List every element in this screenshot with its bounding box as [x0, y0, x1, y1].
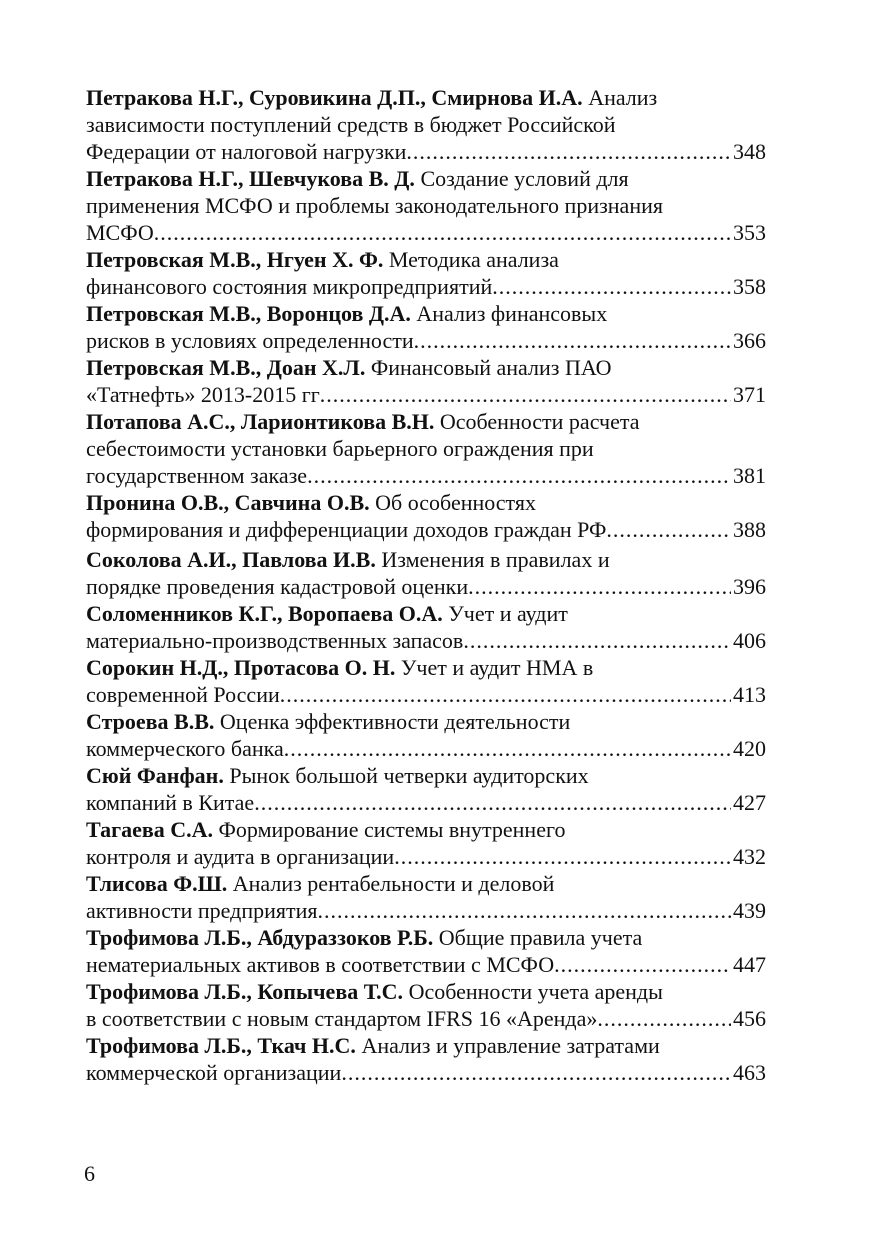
- toc-entry-title-part: Анализ рентабельности и деловой: [227, 871, 555, 896]
- toc-entry-title-part: Анализ финансовых: [410, 301, 608, 326]
- toc-entry: [86, 300, 766, 354]
- toc-entry: [86, 165, 766, 246]
- toc-entry-title-tail: финансового состояния микропредприятий: [86, 274, 493, 299]
- toc-entry-title-part: применения МСФО и проблемы законодательного признания: [86, 193, 663, 218]
- toc-entry-title-part: зависимости поступлений средств в бюджет Российской: [86, 112, 616, 137]
- toc-entry: [86, 246, 766, 300]
- toc-entry-authors: Петровская М.В., Нгуен Х. Ф.: [86, 247, 384, 272]
- toc-entry-title-tail: нематериальных активов в соответствии с МСФО: [86, 952, 555, 977]
- toc-entry: [86, 654, 766, 708]
- toc-entry-title-part: Анализ: [582, 85, 658, 110]
- toc-entry-authors: Сорокин Н.Д., Протасова О. Н.: [86, 655, 396, 680]
- toc-entry-last-line: [86, 681, 766, 708]
- dot-leader: [597, 1005, 731, 1032]
- toc-entry-line: [86, 870, 766, 897]
- toc-entry-title-tail: «Татнефть» 2013-2015 гг: [86, 382, 320, 407]
- dot-leader: [341, 1059, 731, 1086]
- toc-entry-page: 439: [733, 898, 766, 923]
- toc-entry-line: [86, 816, 766, 843]
- toc-entry-page: 463: [733, 1060, 766, 1085]
- toc-entry-page: 447: [733, 952, 766, 977]
- toc-entry-authors: Соломенников К.Г., Воропаева О.А.: [86, 601, 443, 626]
- toc-entry-authors: Трофимова Л.Б., Абдураззоков Р.Б.: [86, 925, 434, 950]
- toc-entry-title-part: Изменения в правилах и: [375, 547, 610, 572]
- toc-entry-title-tail: формирования и дифференциации доходов граждан РФ: [86, 517, 607, 542]
- dot-leader: [254, 789, 731, 816]
- toc-entry-page: 371: [733, 382, 766, 407]
- toc-entry-last-line: [86, 516, 766, 543]
- toc-entry-title-part: Формирование системы внутреннего: [213, 817, 566, 842]
- toc-entry-title-part: Анализ и управление затратами: [355, 1033, 660, 1058]
- toc-entry-line: [86, 489, 766, 516]
- toc-entry-line: [86, 84, 766, 111]
- toc-entry-title-part: Об особенностях: [369, 490, 537, 515]
- toc-entry-authors: Петровская М.В., Воронцов Д.А.: [86, 301, 411, 326]
- toc-entry-page: 413: [733, 682, 766, 707]
- toc-entry-authors: Тлисова Ф.Ш.: [86, 871, 228, 896]
- toc-entry-authors: Петракова Н.Г., Шевчукова В. Д.: [86, 166, 415, 191]
- toc-entry-line: [86, 546, 766, 573]
- toc-entry-last-line: [86, 273, 766, 300]
- dot-leader: [463, 627, 731, 654]
- toc-entry-page: 456: [733, 1006, 766, 1031]
- toc-entry-last-line: [86, 735, 766, 762]
- toc-entry-authors: Трофимова Л.Б., Копычева Т.С.: [86, 979, 404, 1004]
- toc-entry-line: [86, 246, 766, 273]
- table-of-contents: [86, 84, 766, 1086]
- toc-entry-title-tail: государственном заказе: [86, 463, 308, 488]
- toc-entry-title-part: Общие правила учета: [433, 925, 643, 950]
- toc-entry-line: [86, 300, 766, 327]
- toc-entry-authors: Трофимова Л.Б., Ткач Н.С.: [86, 1033, 356, 1058]
- dot-leader: [414, 327, 731, 354]
- toc-entry-title-part: Рынок большой четверки аудиторских: [223, 763, 589, 788]
- dot-leader: [606, 516, 731, 543]
- toc-entry-last-line: [86, 789, 766, 816]
- toc-entry-title-part: Учет и аудит: [442, 601, 568, 626]
- dot-leader: [307, 462, 731, 489]
- toc-entry-page: 348: [733, 139, 766, 164]
- toc-entry-last-line: [86, 381, 766, 408]
- toc-entry: [86, 489, 766, 543]
- toc-entry-title-tail: Федерации от налоговой нагрузки: [86, 139, 407, 164]
- toc-entry-title-tail: рисков в условиях определенности: [86, 328, 414, 353]
- toc-entry-last-line: [86, 1059, 766, 1086]
- toc-entry-title-part: Методика анализа: [383, 247, 559, 272]
- toc-entry-authors: Петракова Н.Г., Суровикина Д.П., Смирнова И.А.: [86, 85, 583, 110]
- toc-entry-line: [86, 708, 766, 735]
- toc-entry-title-tail: активности предприятия: [86, 898, 318, 923]
- toc-entry-page: 396: [733, 574, 766, 599]
- dot-leader: [318, 897, 731, 924]
- toc-entry-title-part: Финансовый анализ ПАО: [365, 355, 612, 380]
- toc-entry-authors: Соколова А.И., Павлова И.В.: [86, 547, 376, 572]
- toc-entry-page: 381: [733, 463, 766, 488]
- toc-entry: [86, 870, 766, 924]
- toc-entry: [86, 762, 766, 816]
- toc-entry-title-tail: современной России: [86, 682, 280, 707]
- toc-entry-title-part: Особенности учета аренды: [403, 979, 663, 1004]
- toc-entry-authors: Пронина О.В., Савчина О.В.: [86, 490, 370, 515]
- toc-entry-title-part: Оценка эффективности деятельности: [214, 709, 571, 734]
- dot-leader: [280, 681, 731, 708]
- toc-entry-title-tail: МСФО: [86, 220, 154, 245]
- toc-entry: [86, 924, 766, 978]
- toc-entry-line: [86, 111, 766, 138]
- toc-entry-title-part: Создание условий для: [414, 166, 629, 191]
- toc-entry-last-line: [86, 951, 766, 978]
- toc-entry-line: [86, 762, 766, 789]
- toc-entry: [86, 978, 766, 1032]
- toc-entry-title-tail: компаний в Китае: [86, 790, 255, 815]
- toc-entry-line: [86, 1032, 766, 1059]
- toc-entry-last-line: [86, 138, 766, 165]
- toc-entry-line: [86, 924, 766, 951]
- toc-entry-title-part: Учет и аудит НМА в: [395, 655, 594, 680]
- toc-entry-title-part: себестоимости установки барьерного ограждения при: [86, 436, 594, 461]
- toc-entry-page: 406: [733, 628, 766, 653]
- toc-entry-last-line: [86, 573, 766, 600]
- toc-entry-title-tail: порядке проведения кадастровой оценки: [86, 574, 469, 599]
- toc-entry-page: 420: [733, 736, 766, 761]
- toc-entry: [86, 600, 766, 654]
- dot-leader: [406, 138, 731, 165]
- toc-entry: [86, 546, 766, 600]
- page-number: 6: [84, 1161, 95, 1186]
- toc-entry-page: 366: [733, 328, 766, 353]
- toc-entry: [86, 354, 766, 408]
- toc-entry-last-line: [86, 462, 766, 489]
- toc-entry-last-line: [86, 627, 766, 654]
- dot-leader: [492, 273, 731, 300]
- toc-entry-line: [86, 978, 766, 1005]
- toc-entry-authors: Петровская М.В., Доан Х.Л.: [86, 355, 366, 380]
- toc-entry-page: 388: [733, 517, 766, 542]
- dot-leader: [284, 735, 731, 762]
- toc-entry-line: [86, 435, 766, 462]
- dot-leader: [468, 573, 731, 600]
- toc-entry-last-line: [86, 897, 766, 924]
- toc-entry-line: [86, 165, 766, 192]
- dot-leader: [154, 219, 731, 246]
- toc-entry-page: 358: [733, 274, 766, 299]
- toc-entry: [86, 1032, 766, 1086]
- toc-entry-title-part: Особенности расчета: [434, 409, 640, 434]
- toc-entry: [86, 816, 766, 870]
- toc-entry-title-tail: коммерческого банка: [86, 736, 284, 761]
- toc-entry-authors: Сюй Фанфан.: [86, 763, 224, 788]
- toc-entry-page: 427: [733, 790, 766, 815]
- toc-entry-line: [86, 600, 766, 627]
- toc-entry-page: 353: [733, 220, 766, 245]
- toc-entry-last-line: [86, 1005, 766, 1032]
- toc-entry: [86, 84, 766, 165]
- toc-entry-title-tail: материально-производственных запасов: [86, 628, 464, 653]
- dot-leader: [394, 843, 731, 870]
- toc-entry-authors: Строева В.В.: [86, 709, 215, 734]
- dot-leader: [320, 381, 731, 408]
- toc-entry-last-line: [86, 843, 766, 870]
- toc-entry-authors: Потапова А.С., Ларионтикова В.Н.: [86, 409, 435, 434]
- toc-entry-last-line: [86, 327, 766, 354]
- toc-entry-title-tail: в соответствии с новым стандартом IFRS 16 «Аренда»: [86, 1006, 598, 1031]
- toc-entry: [86, 408, 766, 489]
- toc-entry-title-tail: контроля и аудита в организации: [86, 844, 395, 869]
- toc-entry-authors: Тагаева С.А.: [86, 817, 214, 842]
- toc-entry-line: [86, 654, 766, 681]
- toc-entry: [86, 708, 766, 762]
- dot-leader: [554, 951, 731, 978]
- toc-entry-title-tail: коммерческой организации: [86, 1060, 342, 1085]
- toc-entry-page: 432: [733, 844, 766, 869]
- toc-entry-line: [86, 354, 766, 381]
- toc-entry-line: [86, 408, 766, 435]
- toc-entry-last-line: [86, 219, 766, 246]
- toc-entry-line: [86, 192, 766, 219]
